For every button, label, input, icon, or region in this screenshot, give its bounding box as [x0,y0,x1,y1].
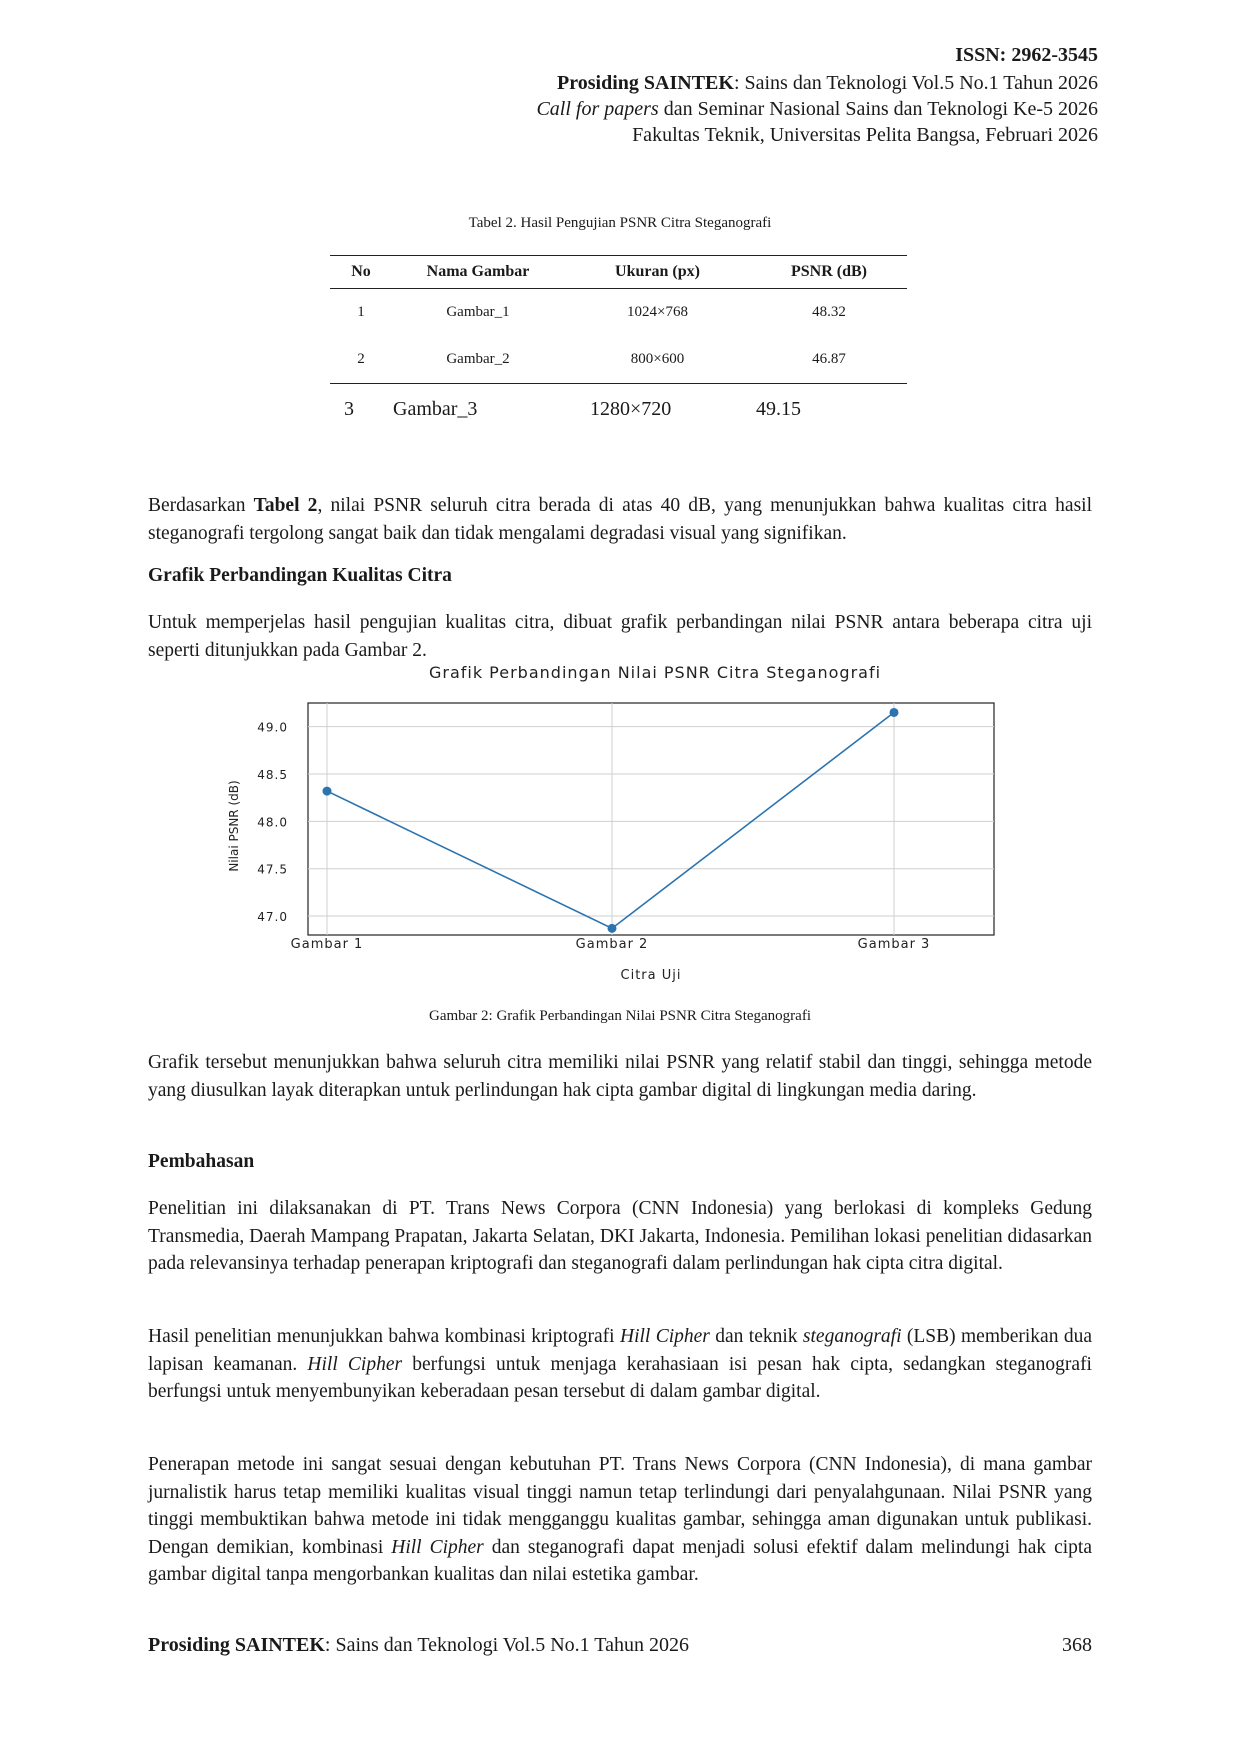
para1-pre: Berdasarkan [148,495,254,516]
grid [308,703,994,935]
page-number: 368 [1062,1634,1092,1656]
cell-no: 2 [330,336,392,384]
psnr-line-chart [220,663,1020,990]
paragraph-application [148,1451,1092,1589]
psnr-table [330,255,907,384]
y-tick-label: 47.5 [257,862,288,877]
affiliation: Fakultas Teknik, Universitas Pelita Bangsa, Februari 2026 [632,124,1098,146]
journal-title [557,70,1098,96]
issn: ISSN: 2962-3545 [955,44,1098,66]
y-tick-label: 48.0 [257,815,288,830]
x-tick-label: Gambar 3 [857,937,931,952]
cell-psnr: 46.87 [751,336,907,384]
para6-i1: Hill Cipher [391,1536,484,1558]
paragraph-chart-intro: Untuk memperjelas hasil pengujian kualitas citra, dibuat grafik perbandingan nilai PSNR antara beberapa citra uji seperti ditunjukkan pada Gambar 2. [148,612,1092,661]
para5-t3: (LSB) memberikan dua lapisan keamanan. [148,1326,1092,1375]
para5-i2: steganografi [802,1326,902,1347]
x-axis-ticks [291,937,931,952]
section-heading-pembahasan: Pembahasan [148,1151,255,1172]
cell-psnr: 48.32 [812,304,846,320]
chart-title: Grafik Perbandingan Nilai PSNR Citra Steganografi [428,663,882,682]
col-header-psnr: PSNR (dB) [751,256,907,289]
plot-area [308,703,994,935]
extra-row-psnr: 49.15 [756,398,801,420]
data-point [890,708,899,717]
cell-size: 1024×768 [627,304,688,320]
paragraph-location: Penelitian ini dilaksanakan di PT. Trans News Corpora (CNN Indonesia) yang berlokasi di kompleks Gedung Transmedia, Daerah Mampang Prapatan, Jakarta Selatan, DKI Jakarta, Indonesia. Pemilihan lokasi penelitian didasarkan pada relevansinya terhadap penerapan kriptografi dan steganografi dalam perlindungan hak cipta citra digital. [148,1198,1092,1274]
x-tick-label: Gambar 1 [290,937,364,952]
paragraph-chart-discussion: Grafik tersebut menunjukkan bahwa seluruh citra memiliki nilai PSNR yang relatif stabil dan tinggi, sehingga metode yang diusulkan layak diterapkan untuk perlindungan hak cipta gambar digital di lingkungan media daring. [148,1052,1092,1101]
col-header-name: Nama Gambar [392,256,564,289]
y-axis-ticks [257,721,288,924]
cfp-italic: Call for papers [536,98,659,120]
cfp-rest: dan Seminar Nasional Sains dan Teknologi Ke-5 2026 [658,98,1098,120]
psnr-series-line [327,712,894,928]
footer-journal-volume: : Sains dan Teknologi Vol.5 No.1 Tahun 2026 [324,1634,689,1656]
table-header-row [330,256,907,289]
para5-t1: Hasil penelitian menunjukkan bahwa kombinasi kriptografi [148,1326,620,1347]
y-tick-label: 48.5 [257,768,288,783]
data-points [323,708,899,933]
figure-caption: Gambar 2: Grafik Perbandingan Nilai PSNR Citra Steganografi [428,1008,811,1024]
para6-t1: Penerapan metode ini sangat sesuai dengan kebutuhan PT. Trans News Corpora (CNN Indonesia), di mana gambar jurnalistik harus tetap memiliki kualitas visual tinggi namun tetap terlindungi dari penyalahgunaan. Nilai PSNR yang tinggi membuktikan bahwa metode ini tidak mengganggu kualitas gambar, sehingga aman digunakan untuk publikasi. Dengan demikian, kombinasi [148,1454,1092,1558]
x-axis-label: Citra Uji [620,968,682,983]
cell-no: 1 [357,304,365,320]
footer-journal [148,1634,689,1657]
data-point [323,787,332,796]
para5-t2: dan teknik [709,1326,803,1347]
para5-i3: Hill Cipher [307,1353,403,1375]
table-caption: Tabel 2. Hasil Pengujian PSNR Citra Steganografi [468,215,772,231]
journal-name: Prosiding SAINTEK [557,72,734,94]
section-heading-chart: Grafik Perbandingan Kualitas Citra [148,565,452,586]
extra-row-no: 3 [344,398,354,420]
extra-row-size: 1280×720 [590,398,672,420]
para6-t2: dan steganografi dapat menjadi solusi efektif dalam melindungi hak cipta gambar digital tanpa mengorbankan kualitas dan nilai estetika gambar. [148,1536,1092,1585]
para5-t4: berfungsi untuk menjaga kerahasiaan isi pesan hak cipta, sedangkan steganografi berfungsi untuk menyembunyikan keberadaan pesan tersebut di dalam gambar digital. [148,1353,1092,1402]
cell-name: Gambar_2 [392,336,564,384]
col-header-no: No [330,256,392,289]
x-tick-label: Gambar 2 [575,937,649,952]
para5-i1: Hill Cipher [619,1326,710,1347]
footer-journal-name: Prosiding SAINTEK [148,1634,325,1656]
call-for-papers [536,96,1098,122]
paragraph-results [148,1323,1092,1406]
y-tick-label: 47.0 [257,910,288,925]
paragraph-table-discussion [148,492,1092,547]
cell-size: 800×600 [564,336,751,384]
extra-row-name: Gambar_3 [393,398,478,420]
para1-post: , nilai PSNR seluruh citra berada di atas 40 dB, yang menunjukkan bahwa kualitas citra hasil steganografi tergolong sangat baik dan tidak mengalami degradasi visual yang signifikan. [148,495,1092,544]
journal-volume: : Sains dan Teknologi Vol.5 No.1 Tahun 2026 [733,72,1098,94]
cell-name: Gambar_1 [446,304,510,320]
table-row [330,336,907,384]
col-header-size: Ukuran (px) [564,256,751,289]
para1-bold: Tabel 2 [253,495,318,516]
y-axis-label: Nilai PSNR (dB) [227,780,241,872]
table-row [330,289,907,337]
y-tick-label: 49.0 [257,720,288,735]
data-point [608,924,617,933]
